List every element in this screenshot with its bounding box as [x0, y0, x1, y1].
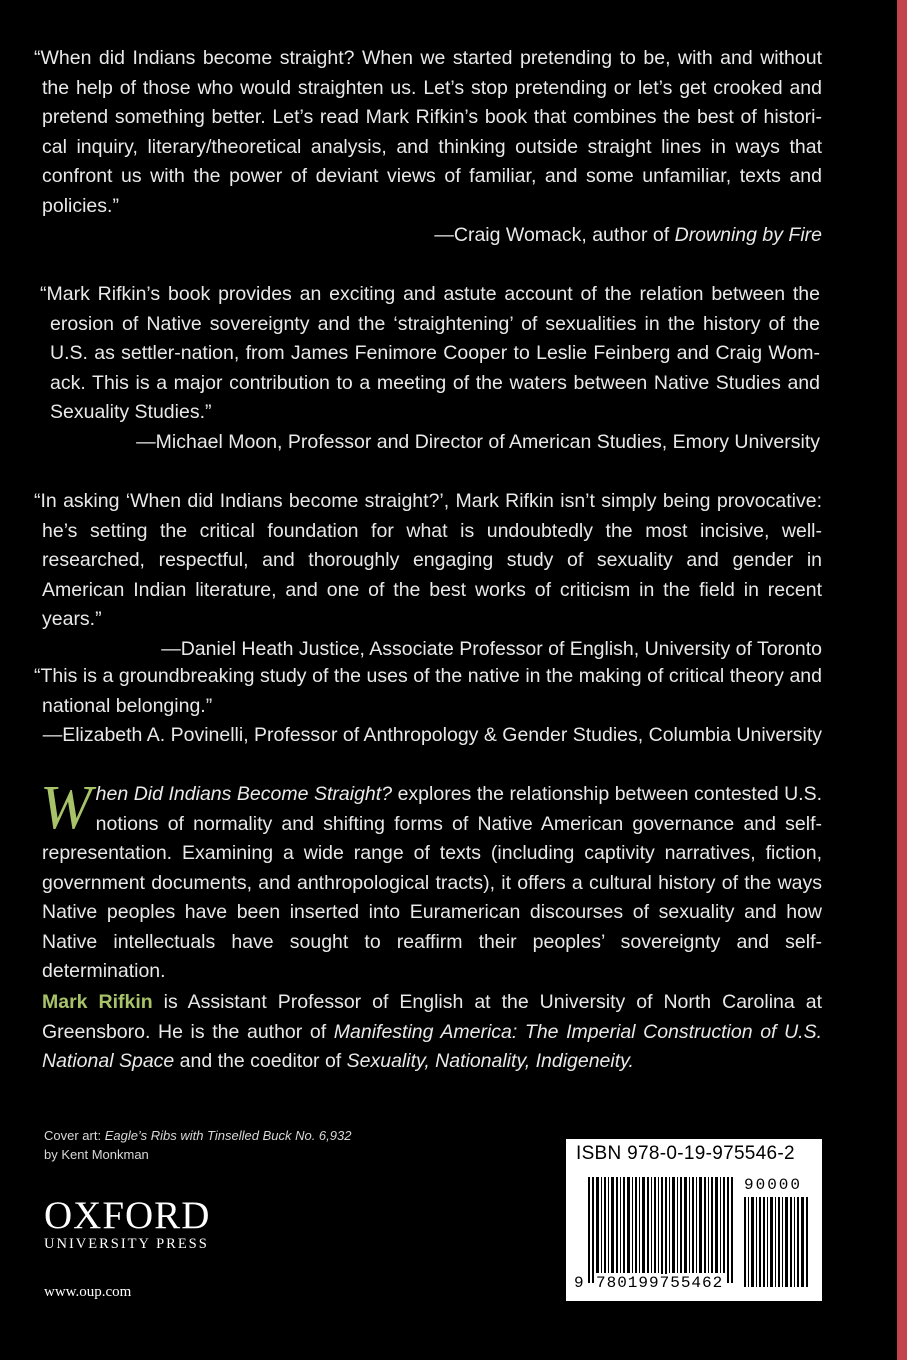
author-book-1: Manifesting America: The Imperial Construction of U.S. National Space	[42, 1020, 822, 1072]
price-addon-digits: 90000	[744, 1176, 803, 1194]
blurb-text: “This is a groundbreaking study of the uses of the native in the making of critical theory and national belonging.”	[34, 665, 822, 717]
barcode-first-digit: 9	[574, 1274, 584, 1292]
publisher-subname: UNIVERSITY PRESS	[44, 1236, 209, 1252]
book-title: hen Did Indians Become Straight?	[95, 783, 393, 805]
barcode-digits: 780199755462	[596, 1274, 724, 1292]
addon-bars	[744, 1197, 810, 1287]
blurb-povinelli	[34, 662, 822, 751]
spine-edge	[897, 0, 907, 1360]
isbn-barcode	[566, 1139, 822, 1301]
author-book-2: Sexuality, Nationality, Indigeneity.	[346, 1050, 634, 1072]
blurb-attribution: —Craig Womack, author of Drowning by Fire	[434, 224, 822, 246]
publisher-url: www.oup.com	[44, 1284, 132, 1300]
blurb-attribution: —Daniel Heath Justice, Associate Professor of English, University of Toronto	[161, 637, 822, 660]
blurb-moon	[38, 280, 820, 457]
blurb-womack	[34, 44, 822, 251]
author-name: Mark Rifkin	[42, 991, 153, 1013]
isbn-number: ISBN 978-0-19-975546-2	[576, 1143, 795, 1164]
blurb-attribution: —Elizabeth A. Povinelli, Professor of Anthropology & Gender Studies, Columbia University	[42, 724, 822, 746]
book-title: Drowning by Fire	[674, 224, 822, 246]
cover-art-credit: Cover art: Eagle’s Ribs with Tinselled Buck No. 6,932 by Kent Monkman	[44, 1128, 352, 1162]
publisher-name: OXFORD	[44, 1194, 211, 1237]
artwork-title: Eagle’s Ribs with Tinselled Buck No. 6,932	[104, 1128, 352, 1143]
publisher-logo	[44, 1194, 211, 1253]
blurb-attribution: —Michael Moon, Professor and Director of American Studies, Emory University	[136, 430, 820, 453]
author-bio: Mark Rifkin is Assistant Professor of English at the University of North Carolina at Greensboro. He is the author of Manifesting America: The Imperial Construction of U.S. National Space and the coeditor of Sexuality, Nationality, Indigeneity.	[42, 991, 822, 1072]
barcode-bars	[588, 1177, 738, 1283]
blurb-justice	[34, 487, 822, 664]
blurb-text: “Mark Rifkin’s book provides an exciting and astute account of the relation between the erosion of Native sovereignty and the ‘straightening’ of sexualities in the history of the U.S. as settler-nation, from James Fenimore Cooper to Leslie Feinberg and Craig Womack. This is a major contribution to a meeting of the waters between Native Studies and Sexuality Studies.”	[40, 283, 820, 423]
book-description: When Did Indians Become Straight? explores the relationship between contested U.S. notions of normality and shifting forms of Native American governance and self-representation. Examining a wide range of texts (including captivity narratives, fiction, government documents, and anthropological tracts), it offers a cultural history of the ways Native peoples have been inserted into Euramerican discourses of sexuality and how Native intellectuals have sought to reaffirm their peoples’ sovereignty and self-determination.	[40, 774, 822, 982]
blurb-text: “When did Indians become straight? When we started pretending to be, with and without the help of those who would straighten us. Let’s stop pretending or let’s get crooked and pretend something better. Let’s read Mark Rifkin’s book that combines the best of historical inquiry, literary/theoretical analysis, and thinking outside straight lines in ways that confront us with the power of deviant views of familiar, and some unfamiliar, texts and policies.”	[34, 47, 822, 217]
drop-cap: W	[40, 774, 92, 842]
blurb-text: “In asking ‘When did Indians become straight?’, Mark Rifkin isn’t simply being provocative: he’s setting the critical foundation for what is undoubtedly the most incisive, well-researched, respectful, and thoroughly engaging study of sexuality and gender in American Indian literature, and one of the best works of criticism in the field in recent years.”	[34, 490, 822, 630]
